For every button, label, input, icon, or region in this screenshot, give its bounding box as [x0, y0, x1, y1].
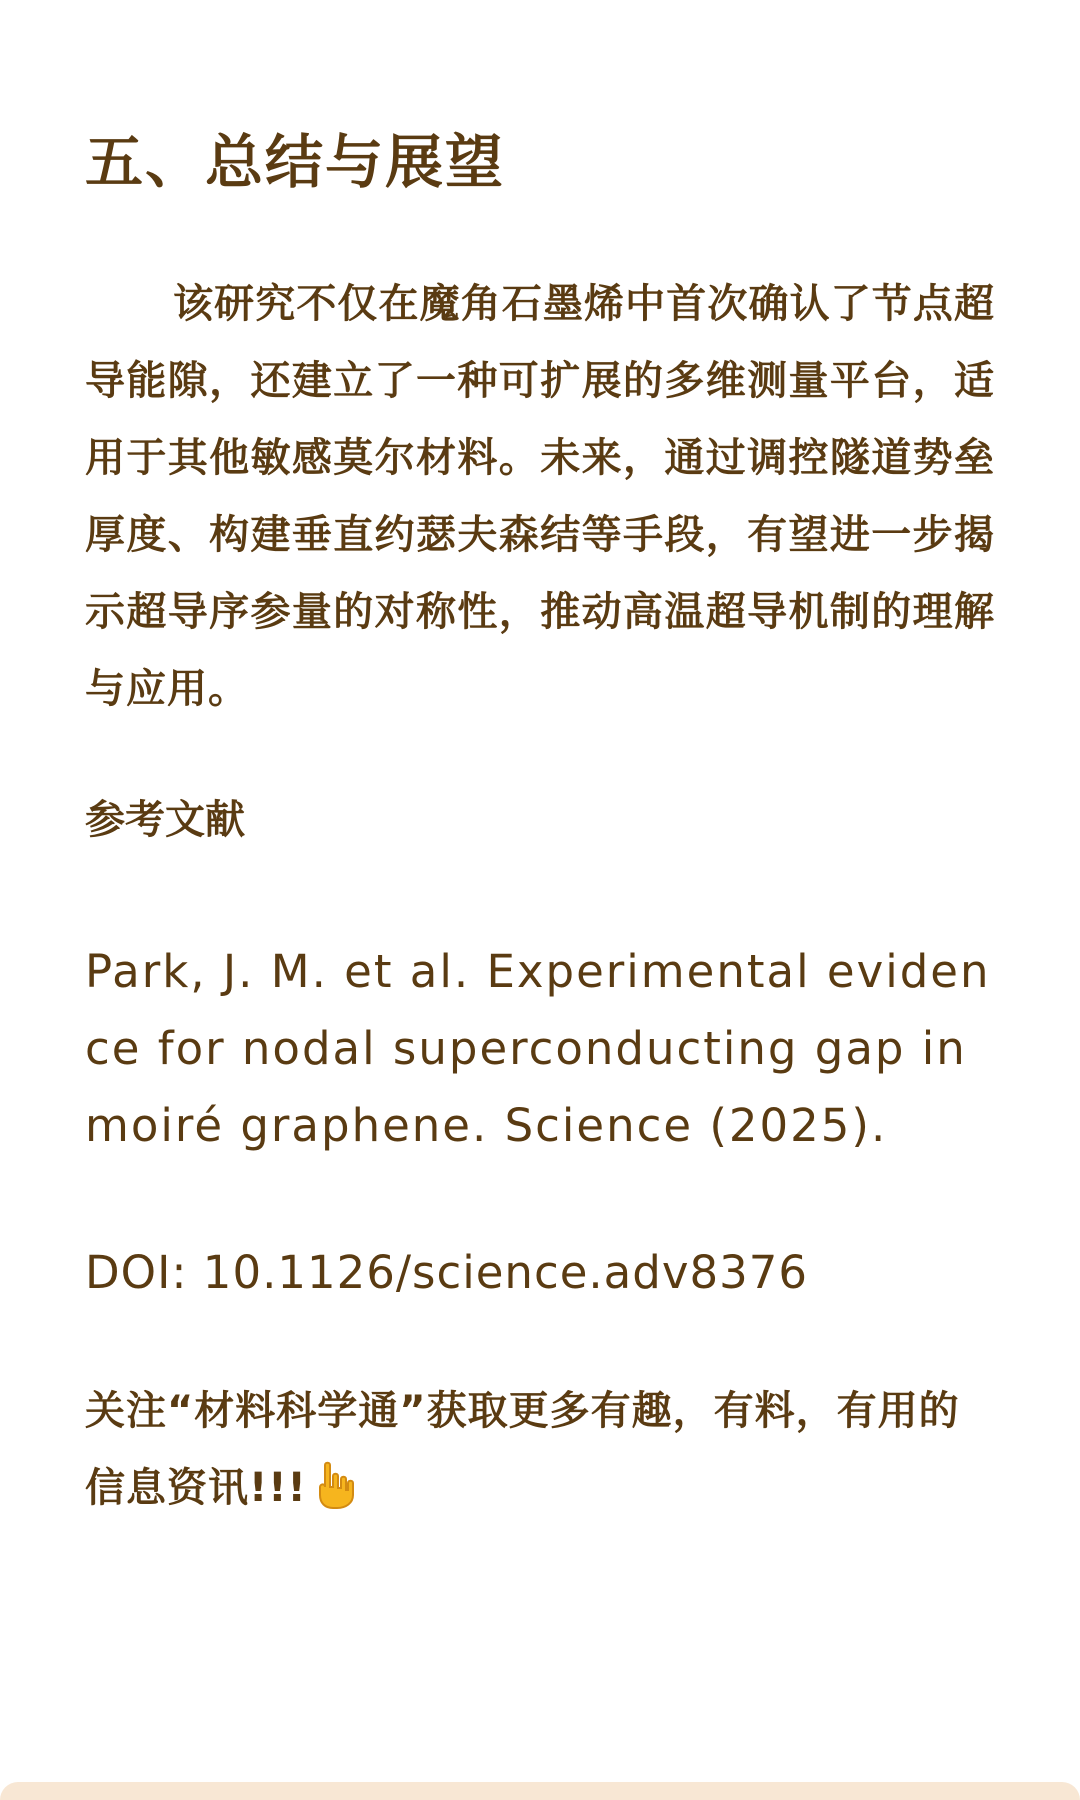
reference-item: Park, J. M. et al. Experimental evidence for nodal superconducting gap in moiré graphene. Science (2025).	[85, 945, 991, 1152]
follow-promo	[85, 1373, 995, 1527]
references-title: 参考文献	[85, 797, 245, 843]
follow-promo-text: 关注“材料科学通”获取更多有趣，有料，有用的信息资讯!!!	[85, 1388, 960, 1511]
doi-text: DOI: 10.1126/science.adv8376	[85, 1246, 808, 1299]
article-body	[85, 118, 995, 1527]
bottom-card-edge	[0, 1782, 1080, 1800]
summary-paragraph: 该研究不仅在魔角石墨烯中首次确认了节点超导能隙，还建立了一种可扩展的多维测量平台，适用于其他敏感莫尔材料。未来，通过调控隧道势垒厚度、构建垂直约瑟夫森结等手段，有望进一步揭示超导序参量的对称性，推动高温超导机制的理解与应用。	[85, 281, 995, 712]
pointing-down-hand-icon	[315, 1458, 355, 1506]
section-heading: 五、总结与展望	[85, 128, 506, 196]
